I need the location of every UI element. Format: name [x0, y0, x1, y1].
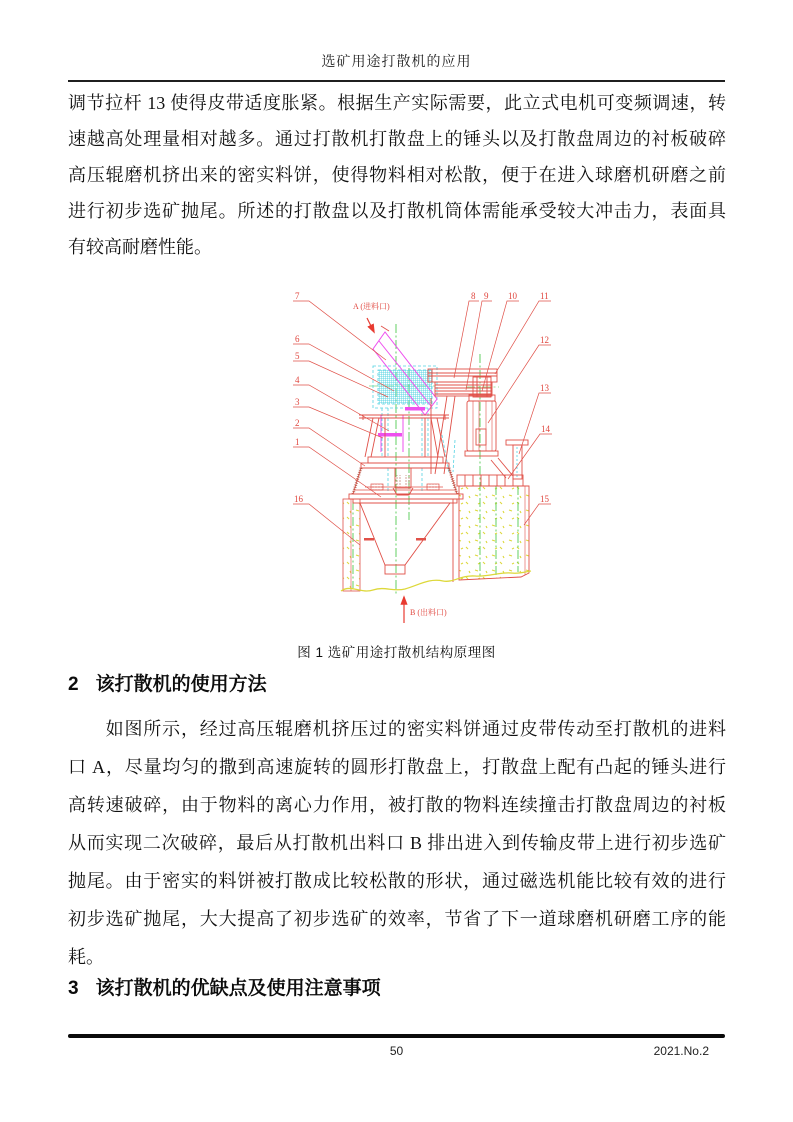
callout-9: 9 [484, 291, 489, 301]
paragraph-line: 从而实现二次破碎，最后从打散机出料口 B 排出进入到传输皮带上进行初步选矿 [68, 833, 726, 853]
issue-number: 2021.No.2 [653, 1044, 709, 1058]
callout-12: 12 [540, 335, 549, 345]
callout-7: 7 [295, 291, 300, 301]
paragraph-line: 如图所示，经过高压辊磨机挤压过的密实料饼通过皮带传动至打散机的进料 [68, 719, 726, 739]
callout-10: 10 [508, 291, 517, 301]
section-heading-2 [68, 671, 725, 699]
callout-14: 14 [541, 424, 550, 434]
inlet-arrow [367, 318, 374, 332]
paragraph-line: 调节拉杆 13 使得皮带适度胀紧。根据生产实际需要，此立式电机可变频调速，转 [68, 93, 726, 113]
callout-15: 15 [540, 494, 549, 504]
callout-8: 8 [471, 291, 476, 301]
paragraph-line: 有较高耐磨性能。 [68, 237, 212, 257]
paragraph-line: 高压辊磨机挤出来的密实料饼，使得物料相对松散，便于在进入球磨机研磨之前 [68, 165, 726, 185]
paragraph-line: 初步选矿抛尾，大大提高了初步选矿的效率，节省了下一道球磨机研磨工序的能 [68, 909, 726, 929]
paragraph-line: 速越高处理量相对越多。通过打散机打散盘上的锤头以及打散盘周边的衬板破碎 [68, 129, 726, 149]
section-title: 该打散机的使用方法 [95, 674, 267, 695]
running-title: 选矿用途打散机的应用 [321, 55, 472, 70]
inlet-label: A (进料口) [353, 302, 390, 311]
callout-5: 5 [295, 351, 300, 361]
paragraph-2 [68, 710, 726, 976]
section-title: 该打散机的优缺点及使用注意事项 [95, 978, 381, 999]
paragraph-line: 抛尾。由于密实的料饼被打散成比较松散的形状，通过磁选机能比较有效的进行 [68, 871, 726, 891]
paragraph-1 [68, 85, 726, 265]
section-number: 2 [68, 674, 79, 695]
paragraph-line: 进行初步选矿抛尾。所述的打散盘以及打散机筒体需能承受较大冲击力，表面具 [68, 201, 726, 221]
callout-2: 2 [295, 418, 300, 428]
section-number: 3 [68, 978, 79, 999]
figure-caption: 图 1 选矿用途打散机结构原理图 [297, 645, 496, 660]
callout-11: 11 [540, 291, 549, 301]
callout-16: 16 [294, 494, 303, 504]
callout-6: 6 [295, 334, 300, 344]
callout-3: 3 [295, 397, 300, 407]
paragraph-line: 高转速破碎，由于物料的离心力作用，被打散的物料连续撞击打散盘周边的衬板 [68, 795, 726, 815]
disperser-structure-drawing [285, 282, 595, 637]
page-number: 50 [389, 1044, 404, 1058]
header-rule [68, 80, 725, 82]
footer [68, 1044, 725, 1060]
callout-1: 1 [295, 437, 300, 447]
callout-13: 13 [540, 383, 549, 393]
outlet-label: B (出料口) [410, 608, 447, 617]
callout-4: 4 [295, 375, 300, 385]
paragraph-line: 口 A，尽量均匀的撒到高速旋转的圆形打散盘上，打散盘上配有凸起的锤头进行 [68, 757, 726, 777]
figure-1-diagram [285, 282, 595, 637]
paragraph-line: 耗。 [68, 947, 104, 967]
footer-rule [68, 1034, 725, 1038]
section-heading-3 [68, 975, 725, 1003]
